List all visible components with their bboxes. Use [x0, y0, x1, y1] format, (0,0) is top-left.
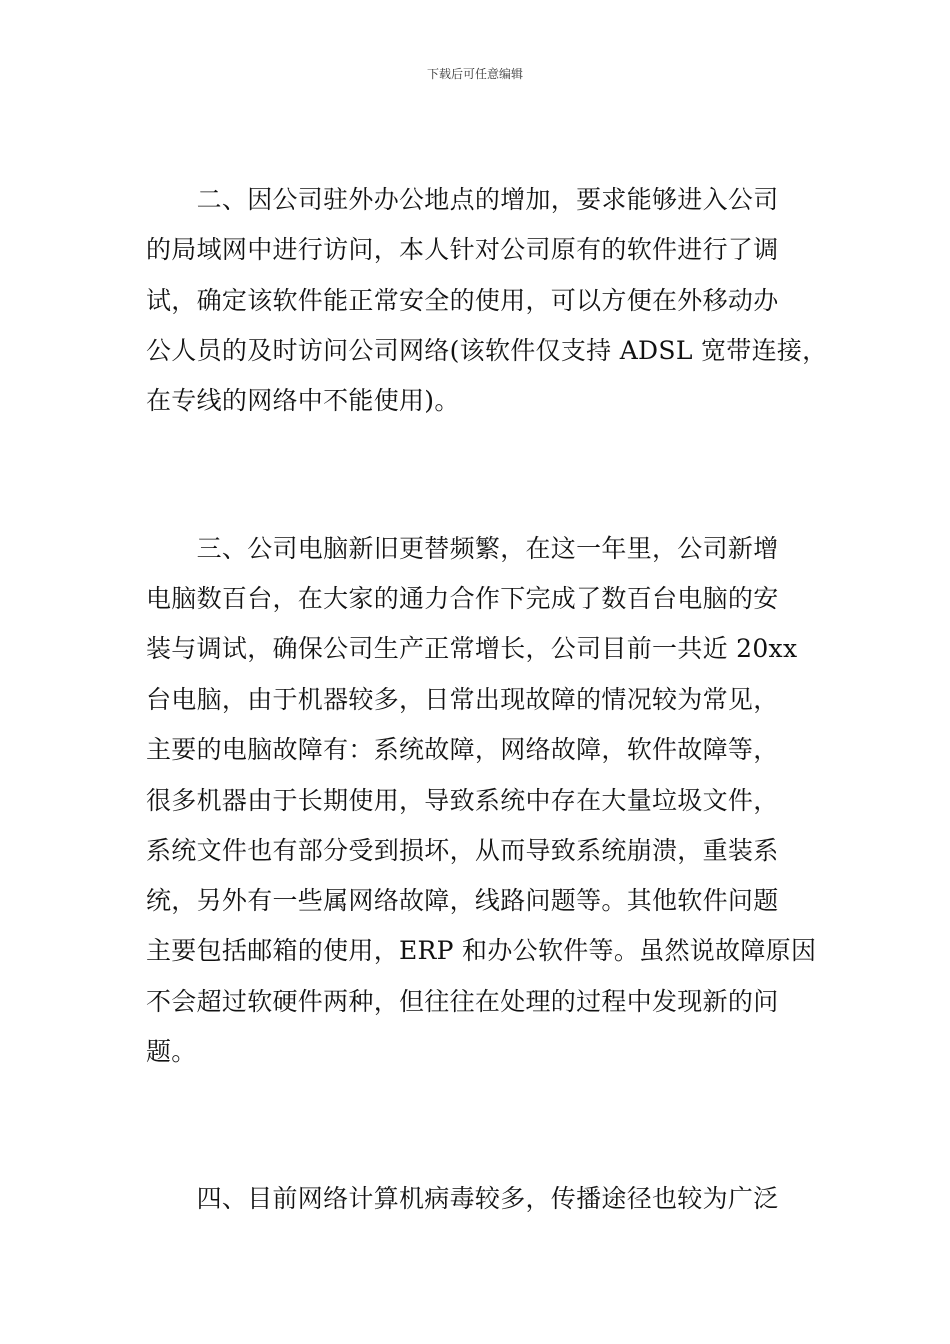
paragraph-line: 二、因公司驻外办公地点的增加，要求能够进入公司: [146, 185, 779, 214]
paragraph-line: 很多机器由于长期使用，导致系统中存在大量垃圾文件，: [146, 786, 779, 815]
paragraph-line: 系统文件也有部分受到损坏，从而导致系统崩溃，重装系: [146, 836, 779, 865]
paragraph-line: 题。: [146, 1037, 197, 1066]
paragraph-line: 四、目前网络计算机病毒较多，传播途径也较为广泛: [146, 1184, 779, 1213]
page-header: 下载后可任意编辑: [426, 67, 523, 81]
paragraph-line: 电脑数百台，在大家的通力合作下完成了数百台电脑的安: [146, 584, 779, 613]
paragraph-line: 的局域网中进行访问，本人针对公司原有的软件进行了调: [146, 235, 779, 264]
paragraph-line: 试，确定该软件能正常安全的使用，可以方便在外移动办: [146, 286, 779, 315]
paragraph-line: 主要包括邮箱的使用，ERP 和办公软件等。虽然说故障原因: [146, 936, 817, 965]
paragraph-line: 台电脑，由于机器较多，日常出现故障的情况较为常见，: [146, 685, 779, 714]
paragraph-line: 三、公司电脑新旧更替频繁，在这一年里，公司新增: [146, 534, 779, 563]
paragraph-line: 不会超过软硬件两种，但往往在处理的过程中发现新的问: [146, 987, 779, 1016]
paragraph-line: 装与调试，确保公司生产正常增长，公司目前一共近 20xx: [146, 634, 798, 663]
paragraph-line: 主要的电脑故障有：系统故障，网络故障，软件故障等，: [146, 735, 779, 764]
paragraph-line: 统，另外有一些属网络故障，线路问题等。其他软件问题: [146, 886, 779, 915]
paragraph-line: 公人员的及时访问公司网络(该软件仅支持 ADSL 宽带连接，: [146, 336, 828, 365]
paragraph-line: 在专线的网络中不能使用)。: [146, 386, 460, 415]
